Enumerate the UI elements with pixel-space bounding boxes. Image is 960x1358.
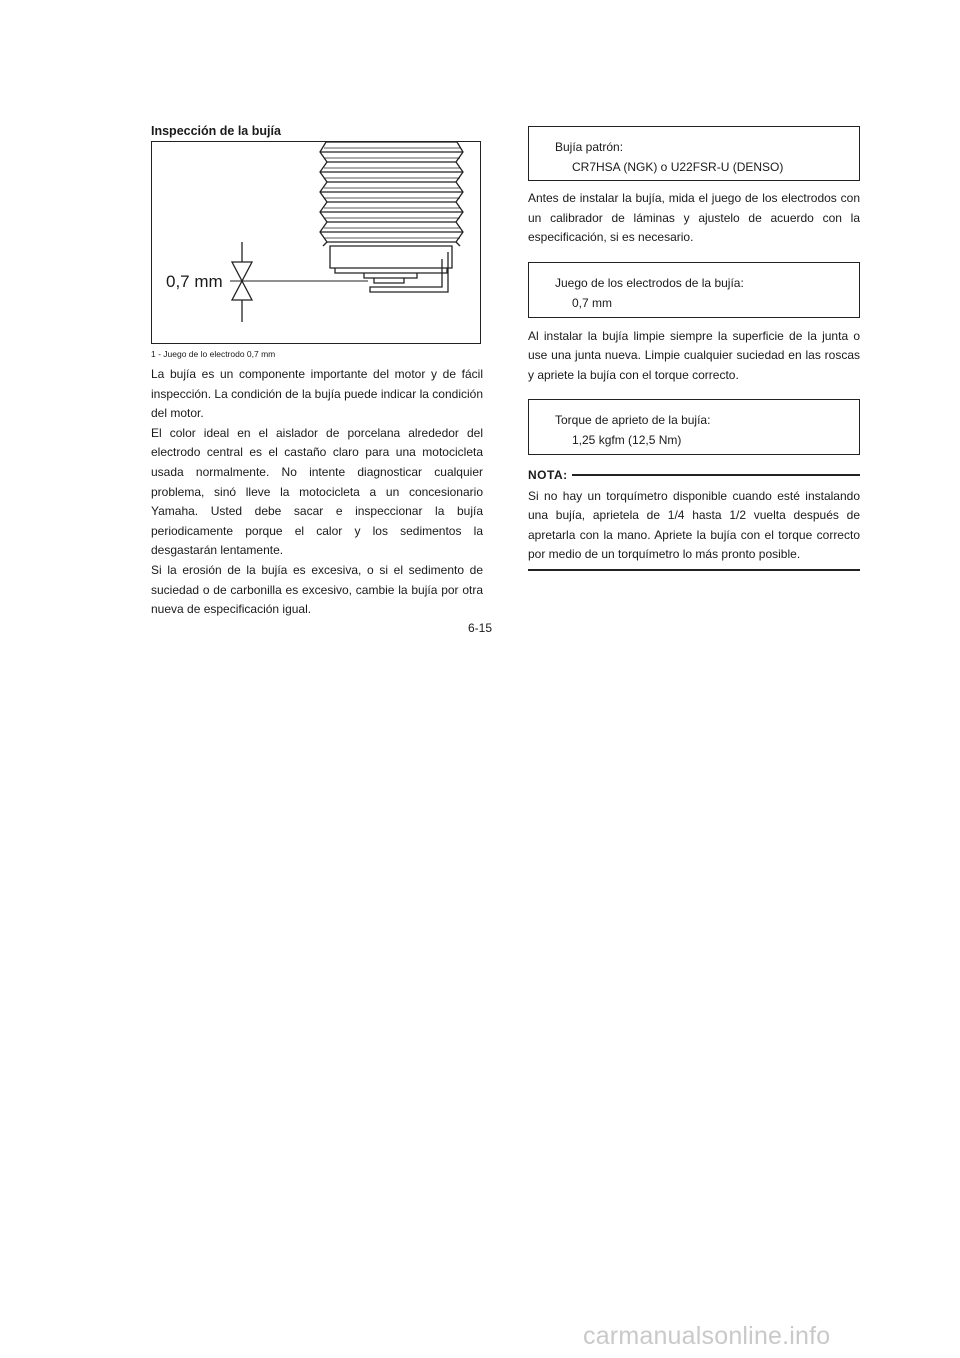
spec-value: 0,7 mm bbox=[572, 295, 613, 310]
spec-label: Bujía patrón: bbox=[555, 140, 624, 154]
spark-plug-figure bbox=[151, 141, 481, 344]
spec-value: CR7HSA (NGK) o U22FSR-U (DENSO) bbox=[572, 160, 784, 174]
paragraph-installation: Al instalar la bujía limpie siempre la superficie de la junta o use una junta nueva. Limpie cualquier suciedad en las roscas y apriete la bujía con el torque correcto. bbox=[528, 328, 860, 382]
note-divider bbox=[572, 474, 860, 476]
spec-box-standard-plug bbox=[528, 126, 860, 181]
note-header bbox=[528, 467, 860, 483]
spec-box-torque bbox=[528, 399, 860, 455]
spec-value: 1,25 kgfm (12,5 Nm) bbox=[572, 432, 682, 447]
spec-label: Torque de aprieto de la bujía: bbox=[555, 412, 711, 427]
gap-measurement-label: 0,7 mm bbox=[166, 272, 223, 291]
spec-box-electrode-gap bbox=[528, 262, 860, 318]
watermark: carmanualsonline.info bbox=[583, 1322, 831, 1350]
left-column bbox=[151, 124, 483, 620]
note-label: NOTA: bbox=[528, 467, 568, 482]
right-column bbox=[528, 126, 860, 571]
spark-plug-gap-illustration bbox=[152, 142, 482, 345]
figure-caption: 1 - Juego de lo electrodo 0,7 mm bbox=[151, 349, 276, 359]
paragraph-gap-check: Antes de instalar la bujía, mida el juego de los electrodos con un calibrador de láminas y ajustelo de acuerdo con la especificación, si es necesario. bbox=[528, 191, 860, 245]
note-text: Si no hay un torquímetro disponible cuando esté instalando una bujía, aprietela de 1/4 hasta 1/2 vuelta después de apretarla con la mano. Apriete la bujía con el torque correcto por medio de un torquímetro lo más pronto posible. bbox=[528, 488, 860, 562]
note-end-divider bbox=[528, 569, 860, 571]
spec-label: Juego de los electrodos de la bujía: bbox=[555, 275, 744, 290]
section-title: Inspección de la bujía bbox=[151, 124, 281, 138]
page-number: 6-15 bbox=[467, 621, 493, 635]
body-text: La bujía es un componente importante del motor y de fácil inspección. La condición de la bujía puede indicar la condición del motor. El color ideal en el aislador de porcelana alrededor del electrodo central es el castaño claro para una motocicleta usada normalmente. No intente diagnosticar cualquier problema, sinó lleve la motocicleta a un concesionario Yamaha. Usted debe sacar e inspeccionar la bujía periodicamente porque el calor y los sedimentos la desgastarán lentamente. Si la erosión de la bujía es excesiva, o si el sedimento de suciedad o de carbonilla es excesivo, cambie la bujía por otra nueva de especificación igual. bbox=[151, 367, 483, 617]
